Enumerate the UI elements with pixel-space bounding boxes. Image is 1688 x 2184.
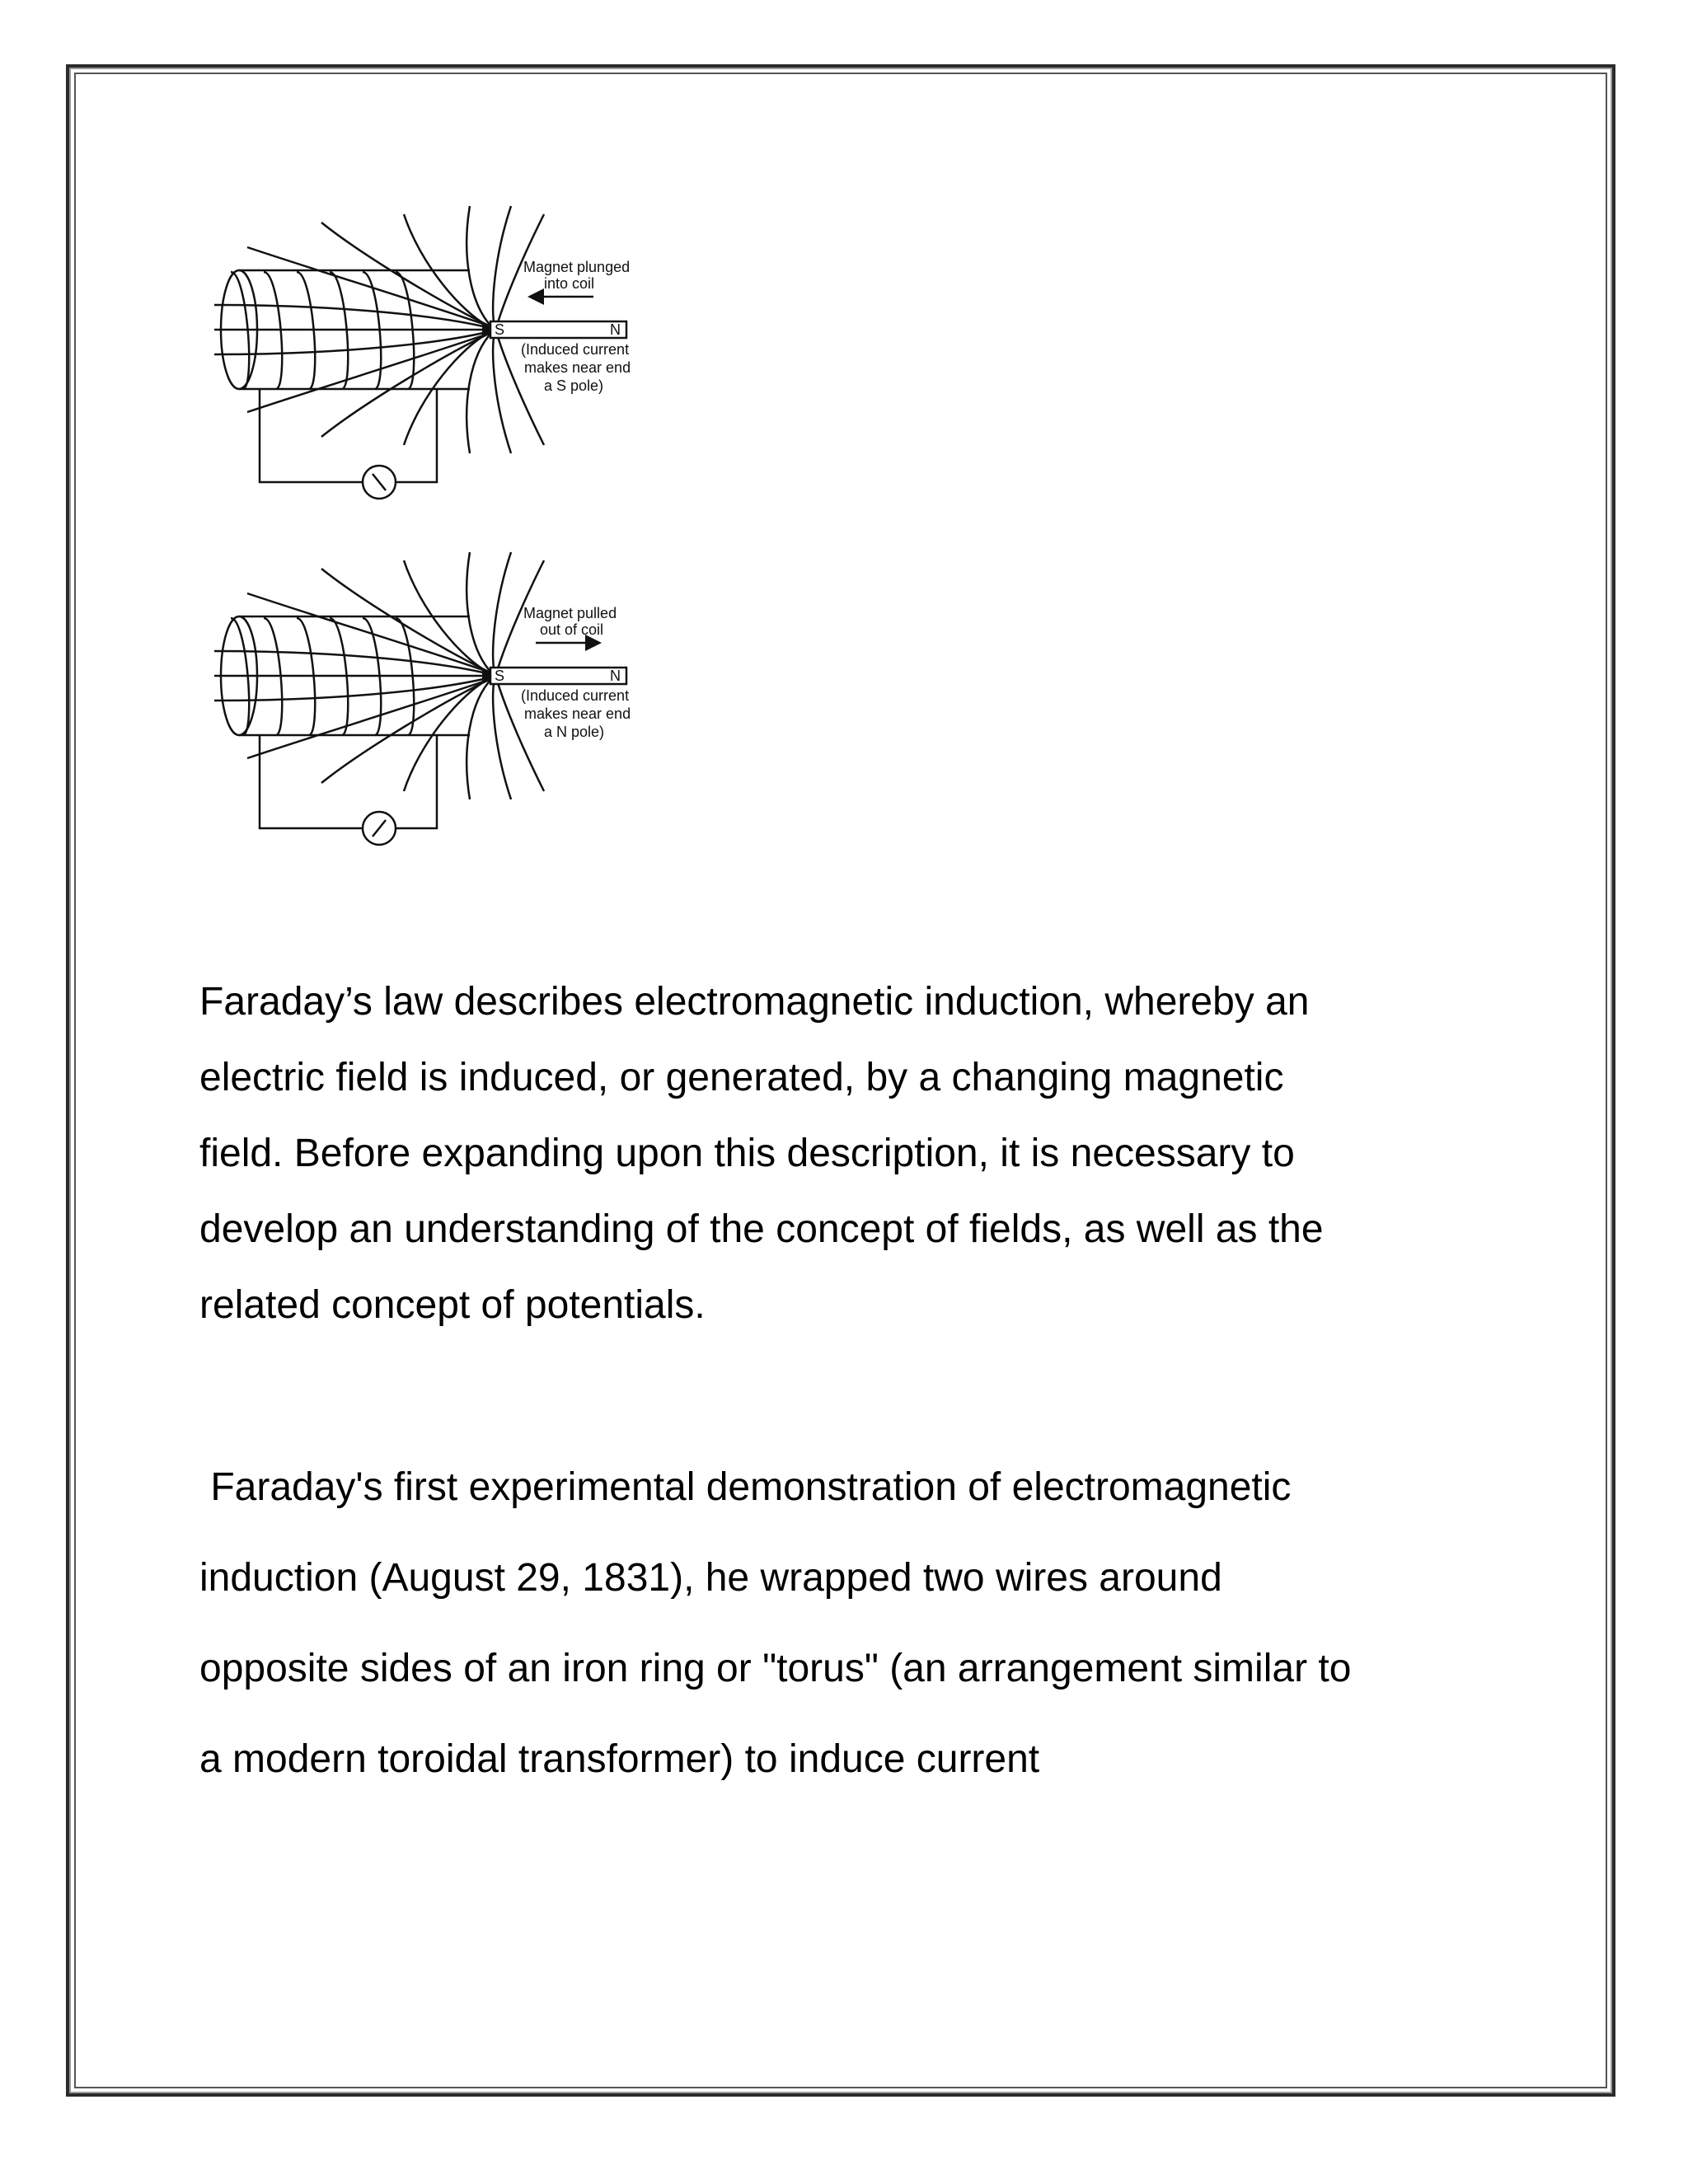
paragraph2-line: Faraday's first experimental demonstration of electromagnetic: [199, 1465, 1292, 1509]
top-label-line1: Magnet plunged: [523, 259, 631, 275]
bottom-pole-s: S: [495, 668, 505, 684]
bottom-note-line1: (Induced current: [521, 687, 630, 704]
paragraph1-line: Faraday’s law describes electromagnetic induction, whereby an: [199, 980, 1310, 1024]
paragraph1-line: related concept of potentials.: [199, 1283, 706, 1327]
bottom-note-line2: makes near end: [524, 705, 631, 722]
top-pole-s: S: [495, 321, 505, 338]
bottom-label-line2: out of coil: [540, 621, 604, 638]
top-label-line2: into coil: [544, 275, 595, 292]
paragraph2-line: opposite sides of an iron ring or "torus" (an arrangement similar to: [199, 1647, 1352, 1690]
top-note-line3: a S pole): [544, 377, 604, 394]
top-pole-n: N: [610, 321, 621, 338]
paragraph-first-experiment: [199, 1442, 1518, 1805]
paragraph-faradays-law: [199, 964, 1518, 1343]
paragraph1-line: electric field is induced, or generated, by a changing magnetic: [199, 1056, 1284, 1099]
induction-diagram: [198, 190, 692, 890]
bottom-label-line1: Magnet pulled: [523, 605, 617, 621]
paragraph1-line: develop an understanding of the concept of fields, as well as the: [199, 1207, 1324, 1251]
paragraph1-line: field. Before expanding upon this description, it is necessary to: [199, 1132, 1295, 1175]
paragraph2-line: induction (August 29, 1831), he wrapped two wires around: [199, 1556, 1222, 1600]
top-note-line1: (Induced current: [521, 341, 630, 358]
bottom-pole-n: N: [610, 668, 621, 684]
paragraph2-line: a modern toroidal transformer) to induce current: [199, 1737, 1040, 1781]
top-note-line2: makes near end: [524, 359, 631, 376]
induction-figure: [198, 190, 692, 890]
bottom-note-line3: a N pole): [544, 724, 605, 740]
